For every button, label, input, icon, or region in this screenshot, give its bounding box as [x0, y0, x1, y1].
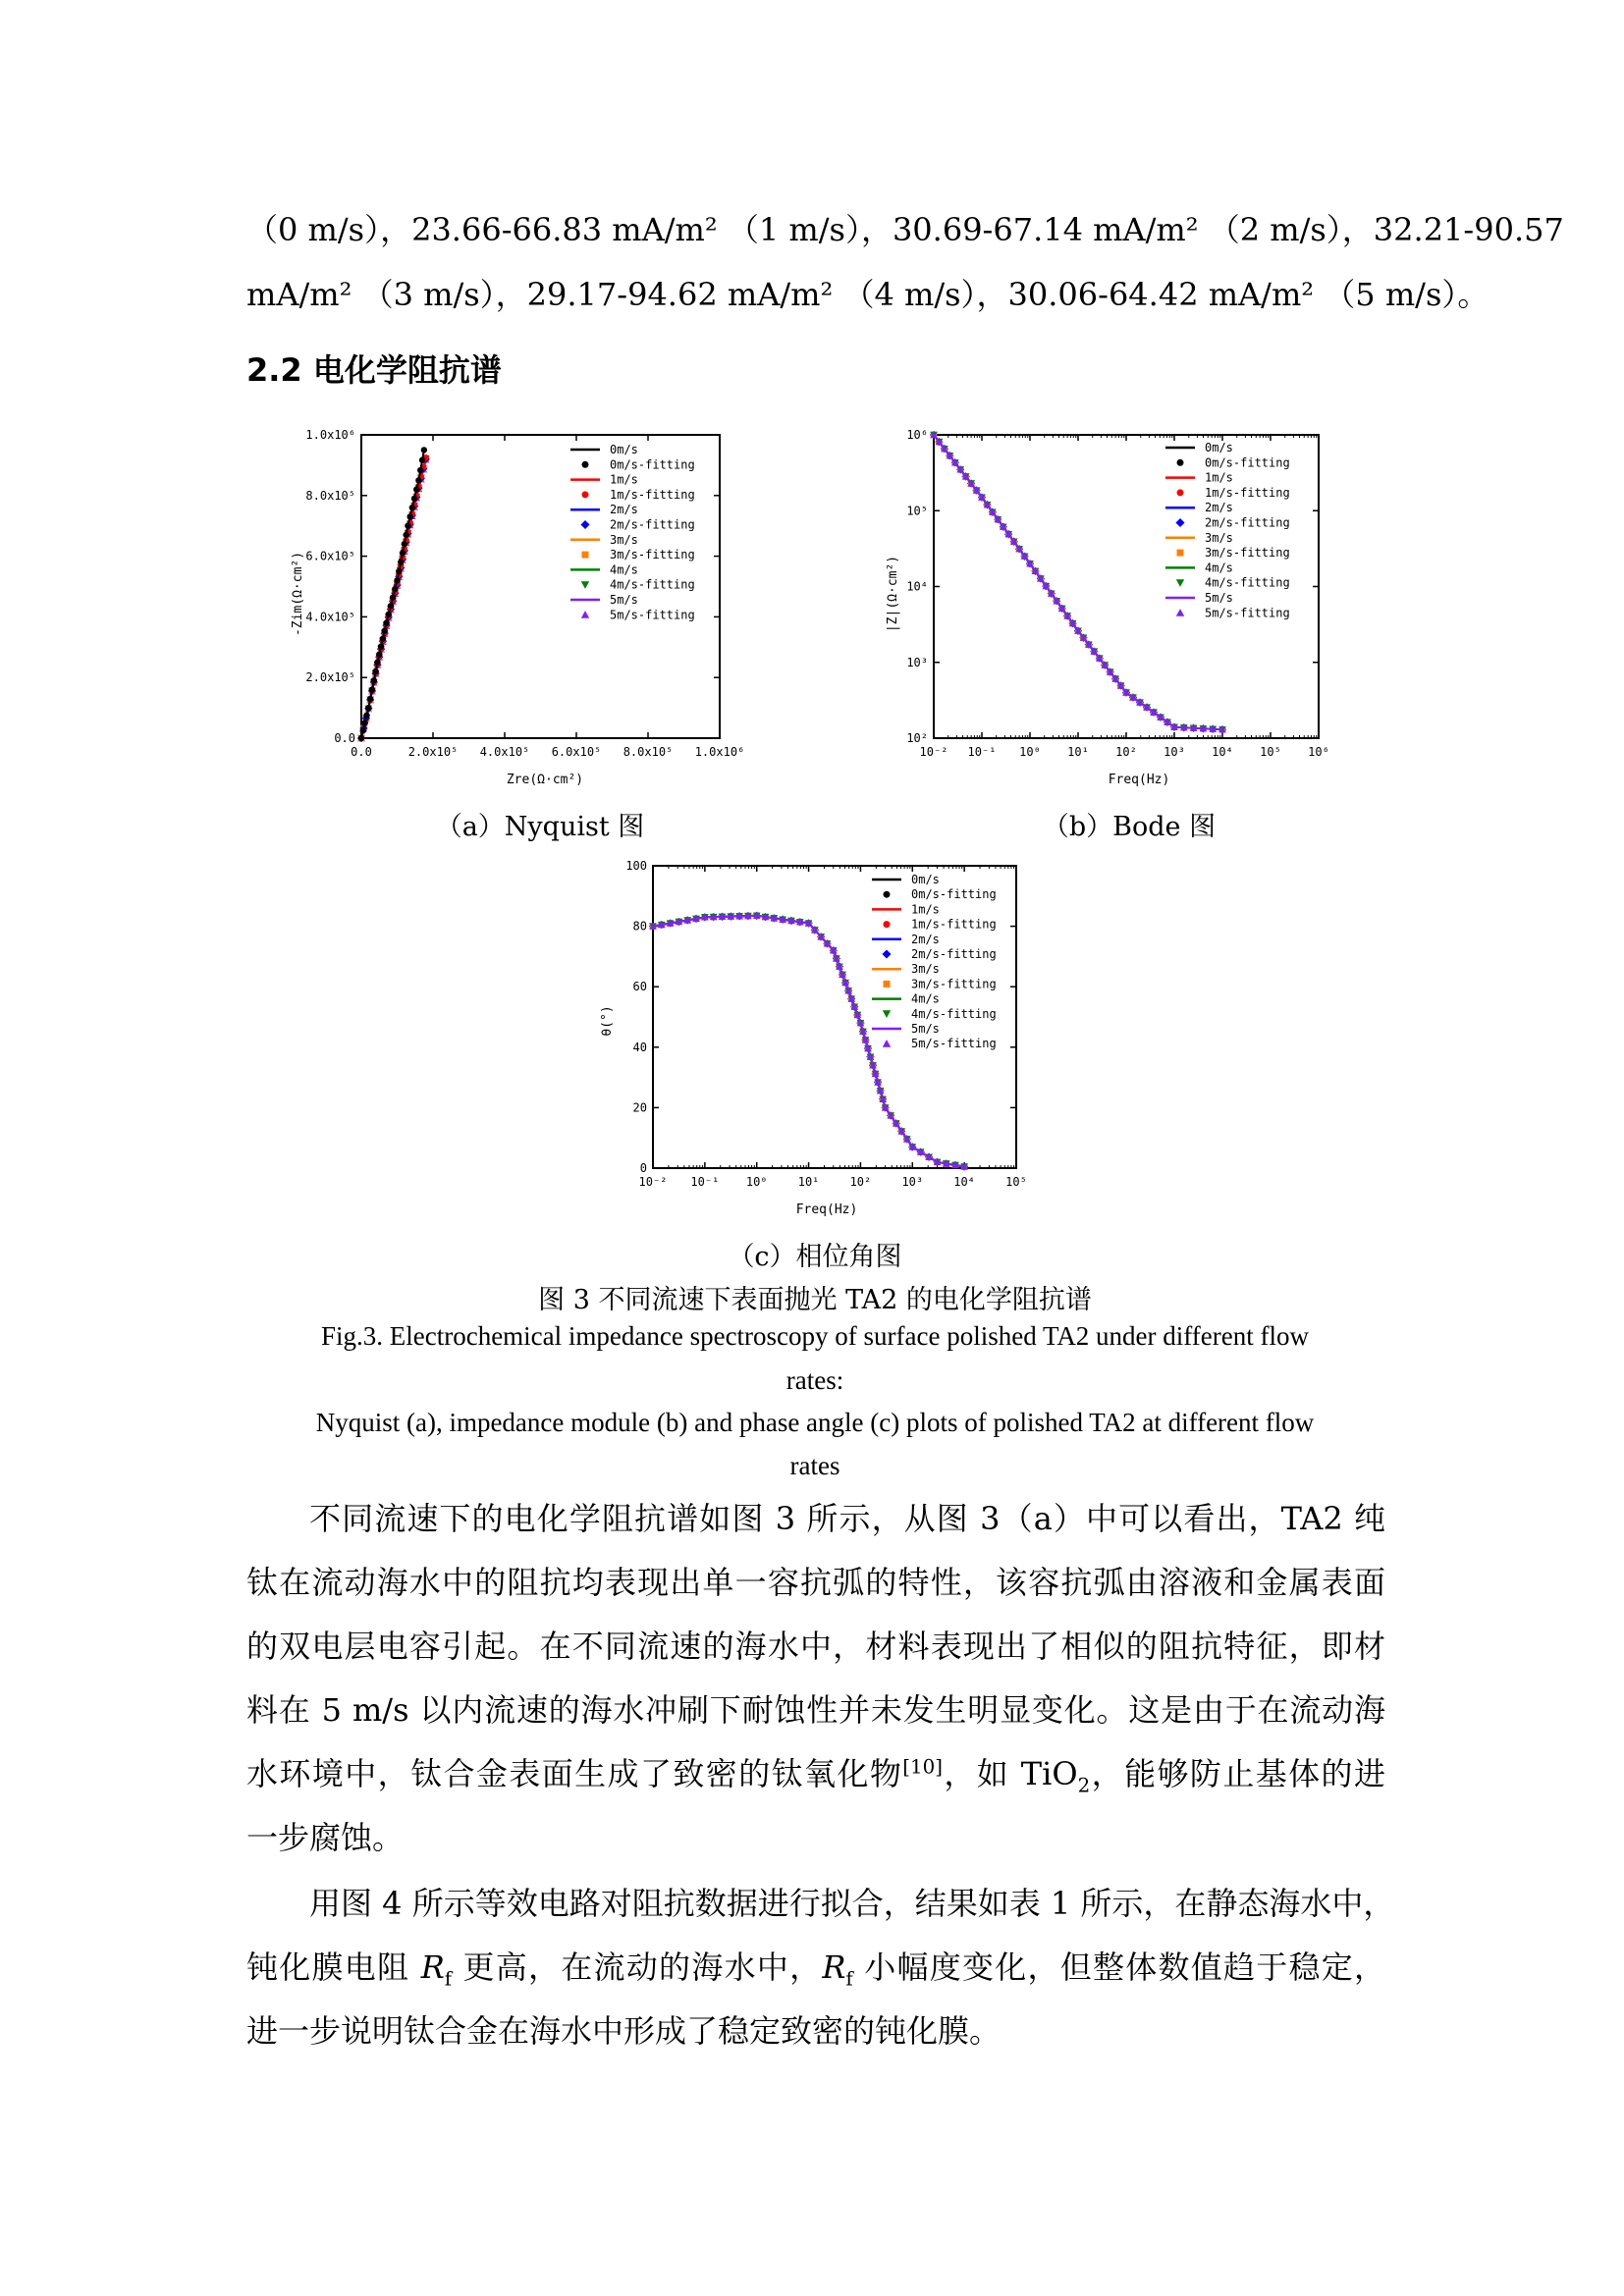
section-heading: 2.2 电化学阻抗谱 [246, 351, 502, 389]
data-point [400, 550, 406, 556]
data-point [358, 735, 364, 741]
y-tick-label: 10² [906, 731, 928, 745]
data-point [415, 477, 421, 483]
legend-label: 1m/s [610, 472, 638, 487]
x-tick-label: 1.0x10⁶ [694, 745, 745, 759]
data-point [383, 619, 389, 625]
data-point [409, 505, 415, 510]
data-point [394, 577, 400, 583]
x-tick-label: 4.0x10⁵ [479, 745, 530, 759]
data-point [1177, 550, 1184, 557]
caption-b: （b）Bode 图 [1042, 812, 1217, 842]
data-point [382, 627, 388, 633]
legend-label: 3m/s-fitting [911, 977, 997, 991]
x-tick-label: 8.0x10⁵ [623, 745, 674, 759]
y-tick-label: 100 [625, 859, 647, 873]
x-tick-label: 10³ [1164, 745, 1185, 759]
data-point [386, 612, 392, 617]
legend-label: 4m/s-fitting [610, 577, 695, 592]
data-point [376, 652, 382, 658]
legend-label: 0m/s [1205, 441, 1233, 454]
y-axis-label: -Zim(Ω·cm²) [291, 551, 305, 637]
data-point [406, 513, 412, 519]
data-point [405, 523, 410, 529]
y-tick-label: 0 [639, 1161, 647, 1175]
data-point [884, 921, 891, 928]
x-axis-label: Freq(Hz) [795, 1202, 858, 1217]
legend-label: 0m/s-fitting [610, 457, 695, 472]
legend-label: 3m/s-fitting [610, 548, 695, 562]
x-tick-label: 0.0 [351, 745, 372, 759]
nyquist-chart [280, 422, 751, 795]
data-point [367, 696, 373, 702]
paragraph-line: 钛在流动海水中的阻抗均表现出单一容抗弧的特性，该容抗弧由溶液和金属表面 [246, 1564, 1385, 1601]
data-point [1177, 489, 1184, 496]
data-point [581, 611, 589, 618]
legend-label: 2m/s [610, 503, 638, 517]
data-point [421, 447, 427, 453]
y-axis-label: θ(°) [600, 1005, 615, 1037]
legend-label: 0m/s [911, 873, 940, 886]
data-point [360, 727, 366, 733]
data-point [380, 635, 386, 641]
legend-label: 0m/s [610, 443, 638, 456]
x-tick-label: 10² [849, 1175, 872, 1189]
data-point [396, 568, 402, 574]
phase-angle-chart [579, 852, 1041, 1225]
x-tick-label: 2.0x10⁵ [407, 745, 459, 759]
legend-label: 5m/s-fitting [911, 1037, 997, 1051]
figure-caption-en: Nyquist (a), impedance module (b) and phase angle (c) plots of polished TA2 at different flow [315, 1408, 1315, 1437]
data-point [365, 705, 371, 711]
data-point [378, 643, 384, 649]
legend-label: 4m/s [911, 991, 940, 1006]
legend-label: 1m/s-fitting [911, 917, 997, 932]
data-point [884, 891, 891, 898]
caption-c: （c）相位角图 [728, 1242, 902, 1272]
y-axis-label: |Z|(Ω·cm²) [886, 555, 900, 633]
x-tick-label: 10⁻¹ [967, 745, 997, 759]
figure-caption-en: rates [789, 1451, 840, 1480]
y-tick-label: 2.0x10⁵ [305, 670, 355, 685]
legend-label: 1m/s-fitting [1205, 485, 1290, 500]
paragraph-line: 用图 4 所示等效电路对阻抗数据进行拟合，结果如表 1 所示，在静态海水中， [309, 1885, 1395, 1922]
x-tick-label: 10⁰ [745, 1175, 768, 1189]
data-point [1177, 459, 1184, 466]
y-tick-label: 20 [632, 1100, 647, 1115]
x-tick-label: 10² [1115, 745, 1137, 759]
x-tick-label: 10⁴ [953, 1175, 975, 1189]
data-point [1176, 609, 1184, 616]
legend-label: 2m/s [1205, 501, 1233, 515]
text-line: （0 m/s），23.66-66.83 mA/m² （1 m/s），30.69-67.14 mA/m² （2 m/s），32.21-90.57 [246, 211, 1564, 248]
data-point [581, 581, 589, 589]
paragraph-line: 不同流速下的电化学阻抗谱如图 3 所示，从图 3（a）中可以看出，TA2 纯 [309, 1500, 1385, 1537]
legend-label: 4m/s-fitting [1205, 575, 1290, 590]
legend-label: 3m/s-fitting [1205, 546, 1290, 561]
figure-caption-en: Fig.3. Electrochemical impedance spectroscopy of surface polished TA2 under different flow [320, 1321, 1309, 1351]
paragraph-line: 一步腐蚀。 [246, 1819, 405, 1856]
data-point [392, 586, 398, 592]
data-point [371, 677, 377, 683]
data-point [884, 981, 891, 988]
legend-label: 3m/s [1205, 530, 1233, 545]
legend-label: 0m/s-fitting [911, 887, 997, 902]
y-tick-label: 60 [632, 980, 647, 994]
legend-label: 1m/s [911, 902, 940, 917]
data-point [883, 1010, 891, 1018]
y-tick-label: 6.0x10⁵ [305, 549, 355, 563]
paragraph-line: 进一步说明钛合金在海水中形成了稳定致密的钝化膜。 [246, 2012, 1001, 2050]
legend-label: 4m/s [1205, 561, 1233, 575]
data-point [411, 496, 417, 502]
legend-label: 4m/s [610, 562, 638, 577]
paragraph-line: 水环境中，钛合金表面生成了致密的钛氧化物[10]，如 TiO$_2$，能够防止基体的进 [246, 1755, 1385, 1797]
x-axis-label: Zre(Ω·cm²) [506, 773, 584, 787]
paragraph-line: 的双电层电容引起。在不同流速的海水中，材料表现出了相似的阻抗特征，即材 [246, 1628, 1385, 1665]
y-tick-label: 0.0 [334, 731, 355, 745]
data-point [580, 520, 589, 529]
y-tick-label: 1.0x10⁶ [305, 428, 355, 442]
data-point [413, 486, 419, 492]
legend-label: 5m/s [911, 1022, 940, 1036]
x-tick-label: 10⁻² [919, 745, 948, 759]
data-point [1176, 579, 1184, 587]
x-tick-label: 10³ [901, 1175, 924, 1189]
y-tick-label: 10³ [906, 655, 928, 669]
bode-chart [879, 422, 1350, 795]
legend-label: 2m/s-fitting [610, 517, 695, 532]
legend-label: 4m/s-fitting [911, 1006, 997, 1021]
legend-label: 2m/s [911, 932, 940, 946]
legend-label: 1m/s [1205, 470, 1233, 485]
data-point [372, 668, 378, 674]
data-point [582, 461, 589, 468]
y-tick-label: 40 [632, 1040, 647, 1054]
x-tick-label: 6.0x10⁵ [551, 745, 602, 759]
data-point [390, 594, 396, 600]
legend-label: 3m/s [610, 532, 638, 547]
data-point [369, 686, 375, 692]
data-point [388, 603, 394, 609]
x-tick-label: 10⁵ [1260, 745, 1281, 759]
paragraph-line: 料在 5 m/s 以内流速的海水冲刷下耐蚀性并未发生明显变化。这是由于在流动海 [246, 1691, 1385, 1729]
x-axis-label: Freq(Hz) [1108, 773, 1170, 787]
x-tick-label: 10⁶ [1308, 745, 1329, 759]
legend-label: 2m/s-fitting [1205, 515, 1290, 530]
data-point [417, 467, 423, 473]
text-line: mA/m² （3 m/s），29.17-94.62 mA/m² （4 m/s），30.06-64.42 mA/m² （5 m/s）。 [246, 276, 1489, 313]
data-point [402, 541, 407, 547]
caption-a: （a）Nyquist 图 [435, 812, 645, 842]
legend-label: 5m/s-fitting [1205, 606, 1290, 620]
data-point [882, 949, 891, 958]
legend-label: 1m/s-fitting [610, 487, 695, 502]
data-point [1175, 518, 1184, 527]
legend-label: 2m/s-fitting [911, 947, 997, 961]
data-point [582, 552, 589, 559]
x-tick-label: 10⁴ [1212, 745, 1233, 759]
data-point [403, 532, 408, 538]
x-tick-label: 10⁵ [1005, 1175, 1027, 1189]
paragraph-line: 钝化膜电阻 $R_f$ 更高，在流动的海水中，$R_f$ 小幅度变化，但整体数值趋于稳定， [246, 1949, 1385, 1991]
data-point [361, 720, 367, 725]
data-point [419, 457, 425, 463]
x-tick-label: 10¹ [797, 1175, 820, 1189]
legend-label: 5m/s [610, 593, 638, 607]
y-tick-label: 80 [632, 919, 647, 934]
y-tick-label: 10⁶ [906, 428, 928, 442]
x-tick-label: 10⁻¹ [690, 1175, 720, 1189]
legend-label: 3m/s [911, 962, 940, 977]
data-point [582, 491, 589, 498]
legend-label: 5m/s [1205, 591, 1233, 605]
data-point [374, 660, 380, 666]
y-tick-label: 10⁵ [906, 504, 928, 518]
y-tick-label: 8.0x10⁵ [305, 488, 355, 503]
y-tick-label: 4.0x10⁵ [305, 610, 355, 624]
x-tick-label: 10⁰ [1019, 745, 1041, 759]
x-tick-label: 10¹ [1067, 745, 1089, 759]
legend-label: 5m/s-fitting [610, 608, 695, 622]
y-tick-label: 10⁴ [906, 579, 928, 594]
data-point [398, 560, 404, 565]
x-tick-label: 10⁻² [638, 1175, 668, 1189]
figure-caption-cn: 图 3 不同流速下表面抛光 TA2 的电化学阻抗谱 [538, 1285, 1092, 1315]
data-point [883, 1040, 891, 1047]
figure-caption-en: rates: [785, 1365, 844, 1395]
data-point [363, 713, 369, 719]
series-line [361, 450, 424, 738]
legend-label: 0m/s-fitting [1205, 455, 1290, 470]
